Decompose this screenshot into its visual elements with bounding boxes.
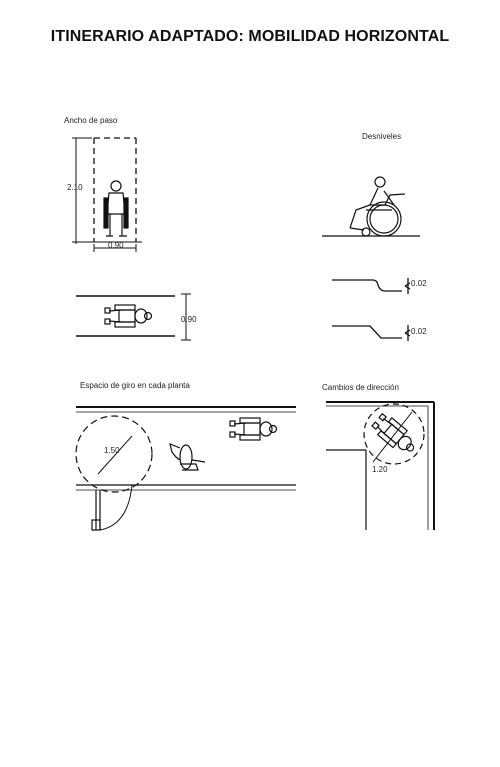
step1-dim-text: 0.02: [411, 279, 427, 288]
espacio-de-giro-label: Espacio de giro en cada planta: [80, 381, 190, 390]
width-dim-text: 0.90: [108, 241, 124, 250]
step2-dim-text: 0.02: [411, 327, 427, 336]
desniveles-label: Desniveles: [362, 132, 402, 141]
wheelchair-top-icon-2: [230, 418, 277, 440]
corridor-top-view: [76, 294, 191, 340]
wheelchair-front-icon: [104, 181, 128, 236]
height-dim-text: 2.10: [67, 183, 83, 192]
wheelchair-side-icon: [322, 177, 420, 236]
ancho-de-paso-label: Ancho de paso: [64, 116, 118, 125]
step-profile-2: [332, 325, 410, 341]
page-title: ITINERARIO ADAPTADO: MOBILIDAD HORIZONTAL: [50, 28, 450, 45]
doorway-front-view: [72, 138, 142, 252]
turning-dim-text: 1.50: [104, 446, 120, 455]
wheelchair-top-icon-3: [370, 411, 420, 458]
walking-person-icon: [170, 444, 205, 470]
step-profile-1: [332, 278, 410, 294]
turning-space-plan: [76, 407, 296, 530]
corner-dim-text: 1.20: [372, 465, 388, 474]
wheelchair-top-icon: [105, 305, 152, 327]
cambios-de-direccion-label: Cambios de dirección: [322, 383, 399, 392]
corridor-dim-text: 0.90: [181, 315, 197, 324]
